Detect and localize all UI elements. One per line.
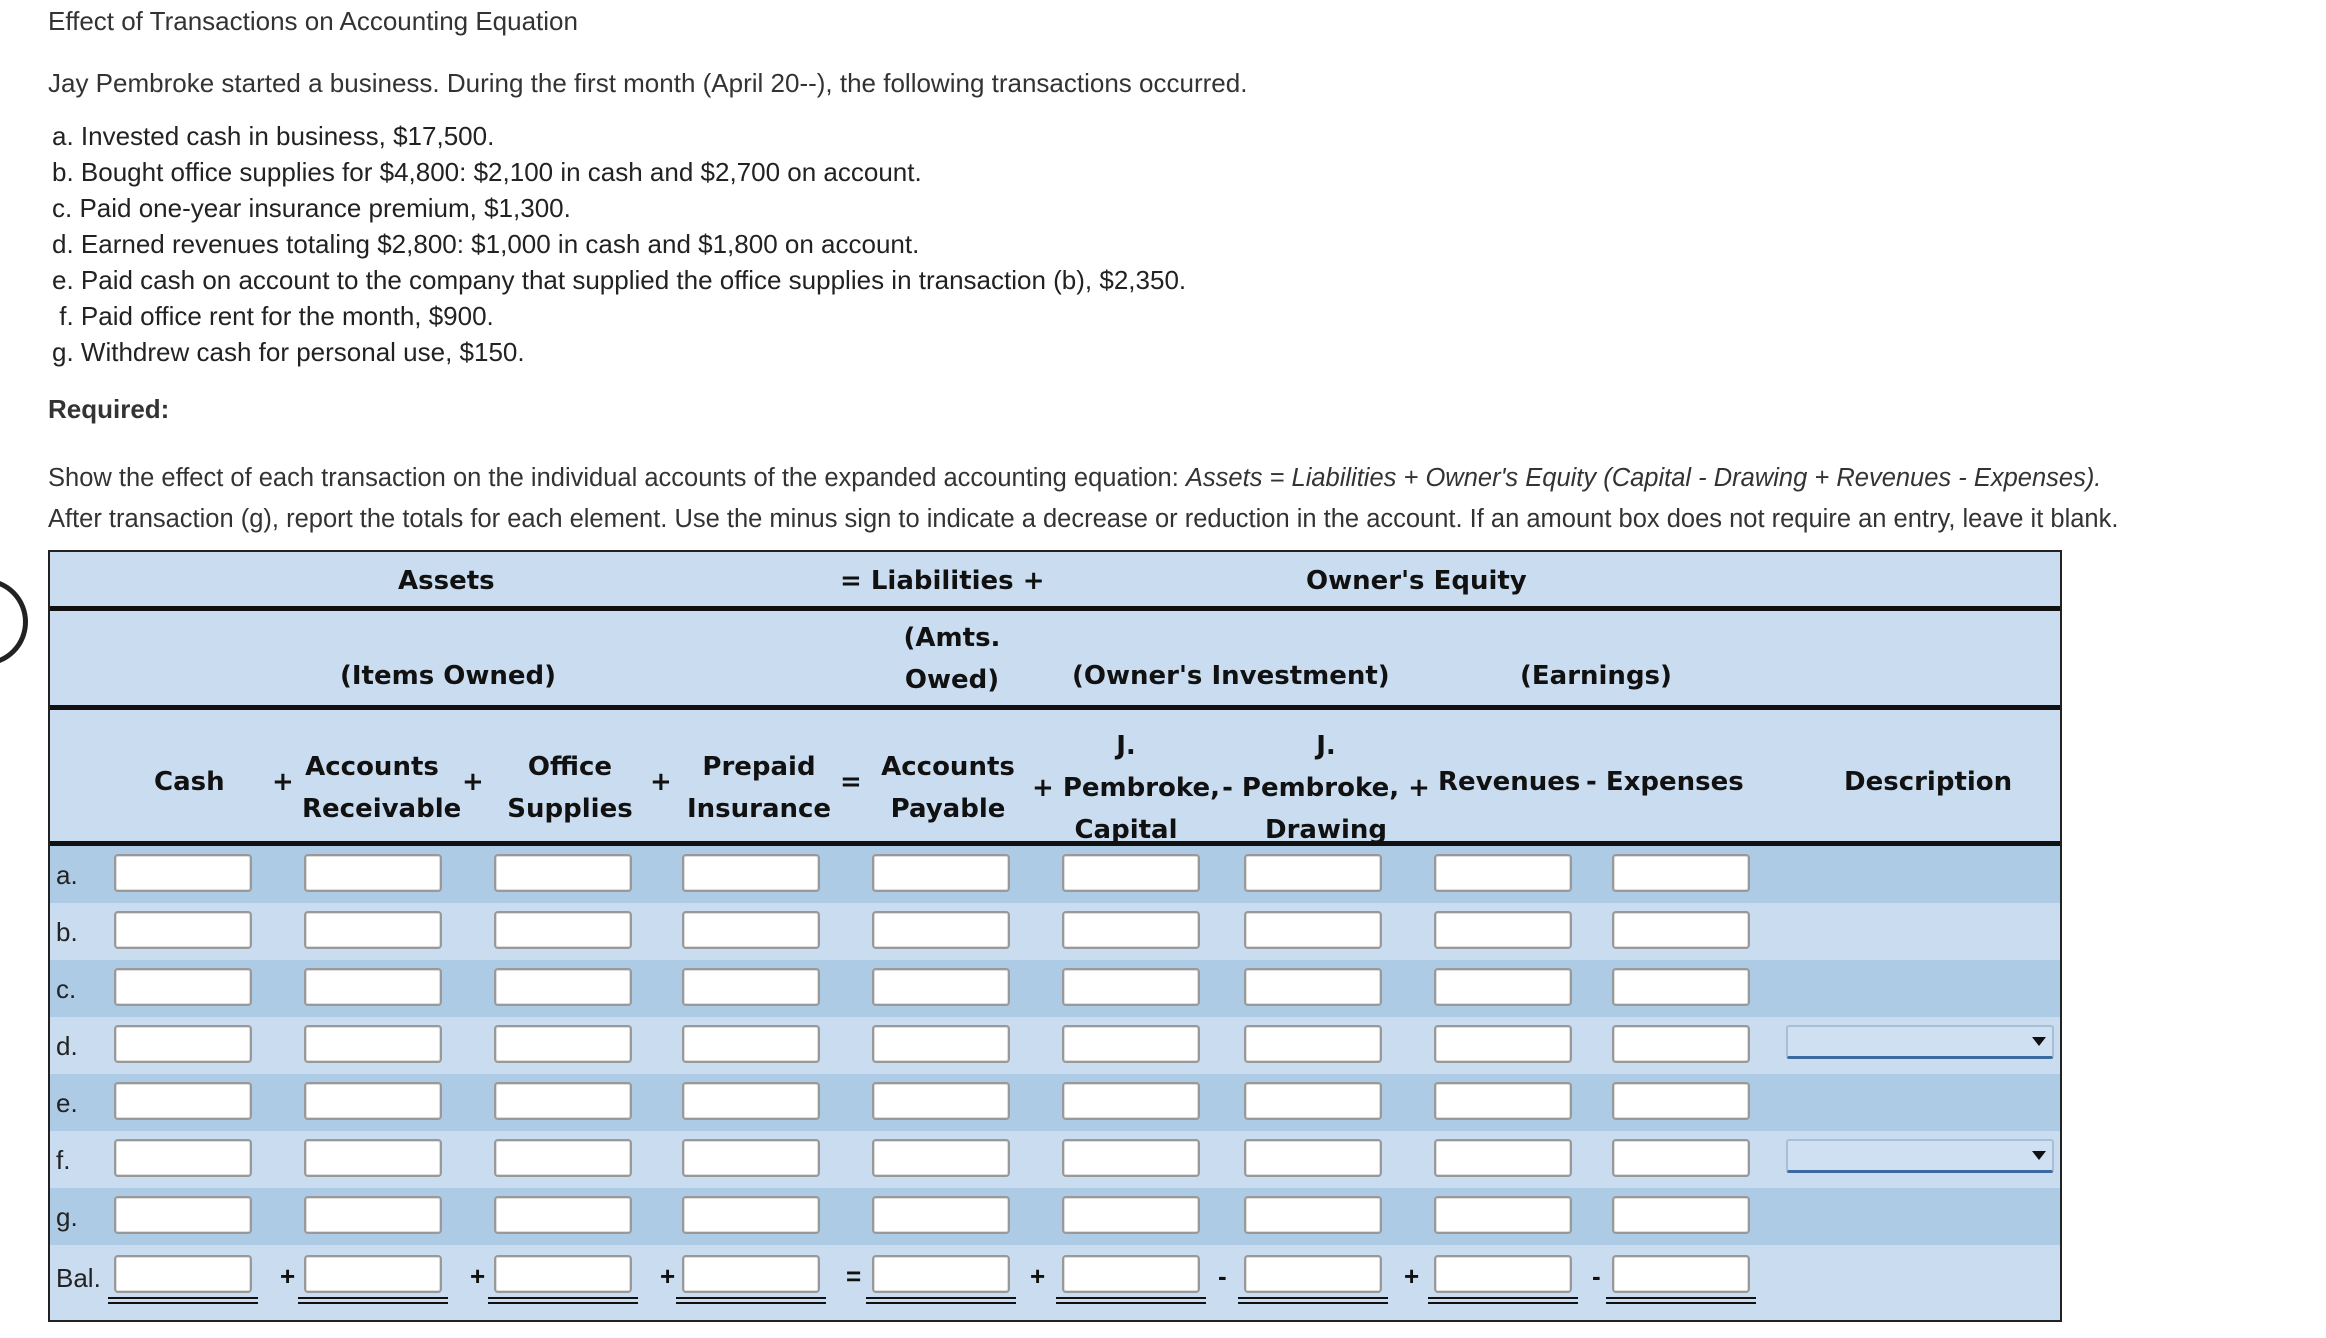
amount-input[interactable] — [1244, 854, 1382, 892]
amount-input[interactable] — [682, 854, 820, 892]
cap-line2: + Pembroke, — [1031, 773, 1221, 803]
header-assets: Assets — [398, 566, 495, 596]
drw-line1: J. — [1316, 731, 1336, 761]
balance-operator: - — [1218, 1261, 1227, 1291]
amount-input[interactable] — [304, 1196, 442, 1234]
col-expenses: - Expenses — [1586, 767, 1744, 797]
amount-input[interactable] — [682, 1025, 820, 1063]
transaction-item: d. Earned revenues totaling $2,800: $1,000 in cash and $1,800 on account. — [52, 229, 920, 259]
instructions — [48, 458, 2326, 540]
chevron-down-icon — [2032, 1037, 2046, 1046]
amount-input[interactable] — [1244, 1082, 1382, 1120]
ap-line1: Accounts — [881, 752, 1015, 782]
amount-input[interactable] — [1244, 1196, 1382, 1234]
balance-operator: + — [1404, 1261, 1420, 1291]
header-owners-equity: Owner's Equity — [1306, 566, 1527, 596]
amount-input[interactable] — [1434, 1082, 1572, 1120]
header-row-descriptions — [50, 611, 2060, 710]
pi-line2: Insurance — [686, 794, 832, 824]
instructions-line1: Show the effect of each transaction on the individual accounts of the expanded accounting equation: — [48, 464, 1186, 492]
chevron-down-icon — [2032, 1151, 2046, 1160]
row-label: b. — [56, 917, 78, 947]
balance-operator: - — [1592, 1261, 1601, 1291]
total-underline — [488, 1302, 638, 1304]
total-underline — [298, 1297, 448, 1299]
amount-input[interactable] — [494, 1025, 632, 1063]
balance-operator: = — [846, 1261, 862, 1291]
total-underline — [488, 1297, 638, 1299]
transaction-row — [50, 1131, 2060, 1188]
amount-input[interactable] — [1612, 1196, 1750, 1234]
amount-input[interactable] — [114, 1082, 252, 1120]
amount-input[interactable] — [494, 1139, 632, 1177]
equation-italic: Assets = Liabilities + Owner's Equity (Capital - Drawing + Revenues - Expenses). — [1185, 464, 2102, 492]
amount-input[interactable] — [872, 1139, 1010, 1177]
drw-line2: - Pembroke, + — [1222, 773, 1430, 803]
amount-input[interactable] — [494, 911, 632, 949]
total-underline — [1056, 1302, 1206, 1304]
amount-input[interactable] — [1062, 1025, 1200, 1063]
amount-input[interactable] — [872, 968, 1010, 1006]
pi-line1: Prepaid — [702, 752, 816, 782]
amount-input[interactable] — [114, 1025, 252, 1063]
intro-text: Jay Pembroke started a business. During the first month (April 20--), the following transactions occurred. — [48, 68, 1248, 98]
amount-input[interactable] — [114, 968, 252, 1006]
total-underline — [1238, 1302, 1388, 1304]
amount-input[interactable] — [682, 1139, 820, 1177]
amount-input[interactable] — [1612, 911, 1750, 949]
header-earnings: (Earnings) — [1520, 661, 1672, 691]
col-office-supplies — [505, 746, 635, 830]
amount-input[interactable] — [1612, 968, 1750, 1006]
amount-input[interactable] — [1244, 911, 1382, 949]
amount-input[interactable] — [872, 1196, 1010, 1234]
amount-input[interactable] — [1244, 1025, 1382, 1063]
total-underline — [298, 1302, 448, 1304]
amount-input[interactable] — [872, 1082, 1010, 1120]
amount-input[interactable] — [304, 1139, 442, 1177]
total-underline — [676, 1302, 826, 1304]
amount-input[interactable] — [1434, 1255, 1572, 1293]
amount-input[interactable] — [872, 1025, 1010, 1063]
equation-worksheet — [48, 550, 2062, 1322]
amount-input[interactable] — [1244, 1255, 1382, 1293]
amount-input[interactable] — [494, 1196, 632, 1234]
row-label: a. — [56, 860, 78, 890]
amount-input[interactable] — [682, 1255, 820, 1293]
col-description: Description — [1844, 767, 2013, 797]
cap-line3: Capital — [1074, 815, 1178, 845]
col-accounts-receivable — [302, 746, 462, 830]
transaction-row — [50, 1074, 2060, 1131]
amount-input[interactable] — [304, 1025, 442, 1063]
total-underline — [1238, 1297, 1388, 1299]
balance-operator: + — [1030, 1261, 1046, 1291]
total-underline — [108, 1302, 258, 1304]
transaction-row — [50, 903, 2060, 960]
amount-input[interactable] — [1434, 854, 1572, 892]
col-drawing — [1216, 725, 1436, 851]
balance-operator: + — [470, 1261, 486, 1291]
amount-input[interactable] — [114, 1196, 252, 1234]
amount-input[interactable] — [494, 1255, 632, 1293]
amount-input[interactable] — [1062, 854, 1200, 892]
op-plus: + — [272, 767, 294, 797]
amount-input[interactable] — [494, 1082, 632, 1120]
header-amts-owed — [888, 617, 1016, 701]
row-label: f. — [56, 1145, 71, 1175]
amount-input[interactable] — [872, 911, 1010, 949]
amount-input[interactable] — [304, 911, 442, 949]
transaction-item: g. Withdrew cash for personal use, $150. — [52, 337, 525, 367]
ar-line2: Receivable — [302, 794, 462, 824]
header-items-owned: (Items Owned) — [340, 661, 556, 691]
transaction-row — [50, 1017, 2060, 1074]
col-capital — [1026, 725, 1226, 851]
amount-input[interactable] — [494, 854, 632, 892]
amount-input[interactable] — [1434, 1139, 1572, 1177]
ap-line2: Payable — [890, 794, 1006, 824]
amount-input[interactable] — [114, 854, 252, 892]
amount-input[interactable] — [1612, 854, 1750, 892]
transaction-item: b. Bought office supplies for $4,800: $2,100 in cash and $2,700 on account. — [52, 157, 922, 187]
col-revenues: Revenues — [1438, 767, 1581, 797]
amount-input[interactable] — [1612, 1139, 1750, 1177]
total-underline — [1428, 1302, 1578, 1304]
cap-line1: J. — [1116, 731, 1136, 761]
amount-input[interactable] — [682, 1196, 820, 1234]
total-underline — [1606, 1297, 1756, 1299]
ar-line1: Accounts — [305, 752, 439, 782]
amount-input[interactable] — [304, 968, 442, 1006]
amount-input[interactable] — [1244, 968, 1382, 1006]
header-row-elements — [50, 552, 2060, 611]
description-dropdown[interactable] — [1786, 1139, 2054, 1173]
col-accounts-payable — [878, 746, 1018, 830]
col-cash: Cash — [154, 767, 225, 797]
amount-input[interactable] — [114, 911, 252, 949]
drw-line3: Drawing — [1264, 815, 1387, 845]
amount-input[interactable] — [1612, 1255, 1750, 1293]
amount-input[interactable] — [494, 968, 632, 1006]
amount-input[interactable] — [682, 911, 820, 949]
amount-input[interactable] — [1434, 1025, 1572, 1063]
header-owner-investment: (Owner's Investment) — [1072, 661, 1390, 691]
amount-input[interactable] — [1434, 911, 1572, 949]
transaction-row — [50, 960, 2060, 1017]
total-underline — [866, 1297, 1016, 1299]
page-title: Effect of Transactions on Accounting Equation — [48, 6, 578, 36]
os-line2: Supplies — [507, 794, 633, 824]
amount-input[interactable] — [1244, 1139, 1382, 1177]
os-line1: Office — [527, 752, 613, 782]
row-label: e. — [56, 1088, 78, 1118]
balance-operator: + — [280, 1261, 296, 1291]
amount-input[interactable] — [1062, 1139, 1200, 1177]
op-plus: + — [462, 767, 484, 797]
op-plus: + — [650, 767, 672, 797]
amount-input[interactable] — [1612, 1082, 1750, 1120]
circle-decoration — [0, 578, 28, 666]
amount-input[interactable] — [1062, 911, 1200, 949]
row-label: Bal. — [56, 1263, 101, 1293]
total-underline — [866, 1302, 1016, 1304]
amount-input[interactable] — [1612, 1025, 1750, 1063]
amount-input[interactable] — [1062, 1255, 1200, 1293]
row-label: g. — [56, 1202, 78, 1232]
row-label: c. — [56, 974, 77, 1004]
amount-input[interactable] — [872, 1255, 1010, 1293]
balance-row — [50, 1245, 2060, 1307]
amount-input[interactable] — [1062, 1082, 1200, 1120]
transactions-list — [52, 118, 1186, 370]
amount-input[interactable] — [872, 854, 1010, 892]
amount-input[interactable] — [304, 1255, 442, 1293]
col-prepaid-insurance — [684, 746, 834, 830]
amount-input[interactable] — [304, 1082, 442, 1120]
transaction-item: e. Paid cash on account to the company that supplied the office supplies in transaction (b), $2,350. — [52, 265, 1187, 295]
amount-input[interactable] — [1434, 968, 1572, 1006]
amount-input[interactable] — [114, 1255, 252, 1293]
transaction-row — [50, 846, 2060, 903]
amount-input[interactable] — [114, 1139, 252, 1177]
transaction-item: c. Paid one-year insurance premium, $1,300. — [52, 193, 571, 223]
amount-input[interactable] — [1434, 1196, 1572, 1234]
transaction-row — [50, 1188, 2060, 1245]
row-label: d. — [56, 1031, 78, 1061]
transaction-item: a. Invested cash in business, $17,500. — [52, 121, 495, 151]
total-underline — [1606, 1302, 1756, 1304]
total-underline — [1428, 1297, 1578, 1299]
required-heading: Required: — [48, 394, 170, 424]
amount-input[interactable] — [1062, 968, 1200, 1006]
transaction-item: f. Paid office rent for the month, $900. — [52, 301, 494, 331]
amts-line2: Owed) — [904, 665, 1000, 695]
total-underline — [1056, 1297, 1206, 1299]
amount-input[interactable] — [682, 968, 820, 1006]
description-dropdown[interactable] — [1786, 1025, 2054, 1059]
amts-line1: (Amts. — [903, 623, 1001, 653]
amount-input[interactable] — [1062, 1196, 1200, 1234]
header-row-accounts — [50, 710, 2060, 846]
amount-input[interactable] — [682, 1082, 820, 1120]
header-liabilities: = Liabilities + — [840, 566, 1045, 596]
amount-input[interactable] — [304, 854, 442, 892]
total-underline — [676, 1297, 826, 1299]
op-equals: = — [840, 767, 862, 797]
instructions-line2: After transaction (g), report the totals for each element. Use the minus sign to indicate a decrease or reduction in the account. If an amount box does not require an entry, leave it blank. — [48, 505, 2119, 533]
total-underline — [108, 1297, 258, 1299]
balance-operator: + — [660, 1261, 676, 1291]
